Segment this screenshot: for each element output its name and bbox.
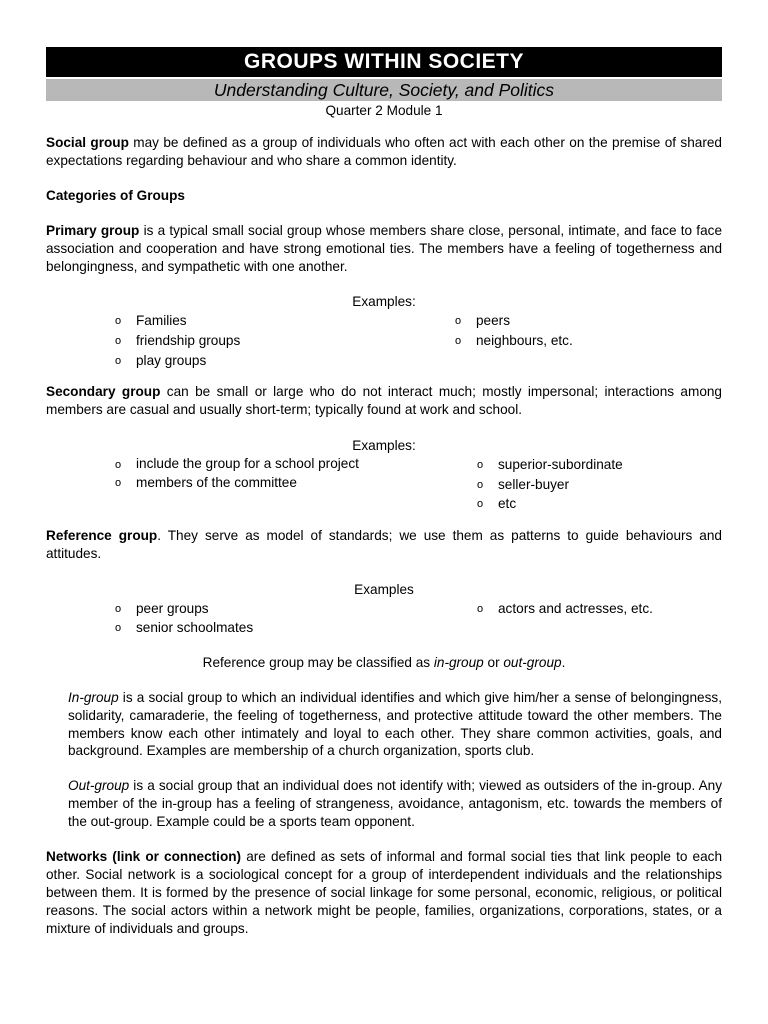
networks-text: are defined as sets of informal and formal social ties that link people to each other. Social network is a sociological concept for a group of interdependent individuals and the relationships between them. It is formed by the presence of social linkage for some personal, economic, religious, or political reasons. The social actors within a network might be people, families, organizations, corporations, states, or a mixture of individuals and groups. [46,849,723,936]
list-item: o Families [112,311,388,331]
social-group-text: may be defined as a group of individuals who often act with each other on the premise of shared expectations regarding behaviour and who share a common identity. [46,135,722,168]
in-group-paragraph [68,689,722,761]
primary-group-paragraph [46,222,722,276]
secondary-examples-label: Examples: [352,438,416,454]
reference-group-paragraph [46,527,722,563]
secondary-examples-left [112,455,388,493]
list-item: o seller-buyer [474,475,694,495]
list-item: o peers [452,311,672,331]
list-item: o peer groups [112,599,388,619]
document-page [46,47,722,938]
secondary-group-paragraph [46,383,722,419]
reference-group-text: . They serve as model of standards; we use them as patterns to guide behaviours and attitudes. [46,527,722,561]
reference-group-term: Reference group [46,527,158,543]
list-item: o etc [474,494,694,514]
out-group-text: is a social group that an individual does not identify with; viewed as outsiders of the in-group. Any member of the in-group has a feeling of strangeness, avoidance, antagonism, etc. towards the members of the out-group. Example could be a sports team opponent. [68,778,722,830]
primary-examples-left [112,311,388,370]
networks-term: Networks (link or connection) [46,849,242,865]
secondary-group-text: can be small or large who do not interact much; mostly impersonal; interactions among members are casual and usually short-term; typically found at work and school. [46,384,722,418]
in-group-text: is a social group to which an individual identifies and which give him/her a sense of belongingness, solidarity, camaraderie, the feeling of togetherness, and protective attitude toward the other members. The members know each other intimately and loyal to each other. They share common activities, goals, and background. Examples are membership of a church organization, sports club. [68,689,722,759]
reference-examples-right [474,599,694,619]
list-item: o friendship groups [112,331,388,351]
reference-classification: Reference group may be classified as in-group or out-group. [202,654,566,670]
page-title: GROUPS WITHIN SOCIETY [46,47,722,77]
list-item: o superior-subordinate [474,455,694,475]
primary-examples-right [452,311,672,350]
list-item: o play groups [112,351,388,371]
reference-examples [46,599,722,638]
reference-examples-label: Examples [354,581,414,597]
secondary-group-term: Secondary group [46,384,161,400]
list-item: o members of the committee [112,473,388,493]
reference-examples-left [112,599,388,638]
list-item: o actors and actresses, etc. [474,599,694,619]
out-group-term: Out-group [68,778,130,794]
list-item: o neighbours, etc. [452,331,672,351]
networks-paragraph [46,848,722,938]
list-item: o senior schoolmates [112,618,388,638]
primary-examples-label: Examples: [352,294,416,310]
social-group-paragraph [46,134,722,170]
page-subtitle: Understanding Culture, Society, and Politics [46,79,722,101]
in-group-term: In-group [68,689,119,705]
secondary-examples [46,455,722,514]
list-item: o include the group for a school project [112,455,388,473]
module-label: Quarter 2 Module 1 [325,103,443,118]
secondary-examples-right [474,455,694,514]
primary-examples [46,311,722,370]
primary-group-term: Primary group [46,222,140,238]
categories-heading: Categories of Groups [46,187,185,203]
out-group-paragraph [68,777,722,831]
social-group-term: Social group [46,135,129,150]
primary-group-text: is a typical small social group whose members share close, personal, intimate, and face to face association and cooperation and have strong emotional ties. The members have a feeling of togetherness and belongingness, and sympathetic with one another. [46,222,722,274]
